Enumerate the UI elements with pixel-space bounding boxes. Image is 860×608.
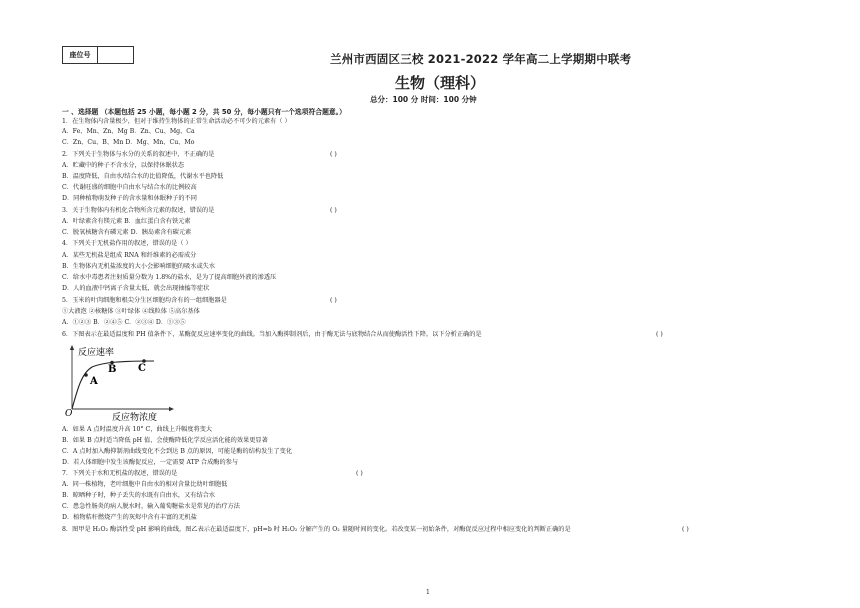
seat-number-field[interactable] [98, 47, 133, 63]
option-line: A．叶绿素含有镁元素 B．血红蛋白含有铁元素 [62, 218, 191, 225]
point-c-label: C [138, 363, 146, 374]
exam-title: 兰州市西固区三校 2021-2022 学年高二上学期期中联考 [330, 52, 632, 66]
option-line: B．生物体内无机盐浓度的大小会影响细胞的吸水或失水 [62, 263, 216, 270]
option-line: B．温度降低，自由水/结合水的比值降低，代谢水平也降低 [62, 173, 224, 180]
option-line: A．①②③ B．②④⑤ C．②③④ D．①③⑤ [62, 319, 186, 326]
question-line: 1．在生物体内含量极少，但对于维持生物体的正常生命活动必不可少的元素有（ ） [62, 118, 291, 125]
y-axis-arrow [70, 345, 74, 350]
option-line: C．脱氧核糖含有磷元素 D．胰岛素含有碳元素 [62, 229, 192, 236]
option-line: C．Zn、Cu、B、Mn D．Mg、Mn、Cu、Mo [62, 139, 195, 146]
score-time-info: 总分：100 分 时间：100 分钟 [370, 95, 477, 104]
question-line: 6．下图表示在最适温度和 PH 值条件下，某酶促反应速率变化的曲线。当加入酶抑制剂后，由于酶无法与底物结合从而使酶活性下降。以下分析正确的是 [62, 331, 482, 338]
point-b-label: B [108, 364, 117, 375]
question-line: 7．下列关于水和无机盐的叙述，错误的是 [62, 470, 178, 477]
option-line: C．给水中毒患者注射质量分数为 1.8%的盐水，是为了提高细胞外液的渗透压 [62, 274, 277, 281]
option-line: D．若人体细胞中发生该酶促反应，一定需要 ATP 合成酶的参与 [62, 459, 239, 466]
answer-paren: ( ) [330, 297, 337, 304]
option-line: A．贮藏中的种子不含水分，以保持休眠状态 [62, 162, 185, 169]
option-line: C．A 点时加入酶抑制剂曲线变化不会到达 B 点的原因，可能是酶的结构发生了变化 [62, 448, 293, 455]
x-axis-label: 反应物浓度 [112, 413, 158, 423]
reaction-rate-graph [62, 343, 182, 423]
answer-paren: ( ) [356, 470, 363, 477]
question-line: 4．下列关于无机盐作用的叙述，错误的是（ ） [62, 240, 192, 247]
option-line: B．如果 B 点时适当降低 pH 值，会使酶降低化学反应活化能的效果更显著 [62, 437, 268, 444]
option-line: ①大液泡 ②核糖体 ③叶绿体 ④线粒体 ⑤高尔基体 [62, 308, 200, 315]
y-axis-label: 反应速率 [78, 348, 115, 358]
answer-paren: ( ) [330, 151, 337, 158]
x-axis-arrow [169, 407, 174, 411]
question-line: 5．玉米的叶肉细胞和根尖分生区细胞均含有的一组细胞器是 [62, 297, 227, 304]
answer-paren: ( ) [682, 526, 689, 533]
option-line: A．某些无机盐是组成 RNA 和纤维素的必需成分 [62, 252, 197, 259]
exam-subject: 生物（理科） [395, 74, 486, 92]
answer-paren: ( ) [656, 331, 663, 338]
answer-paren: ( ) [330, 207, 337, 214]
option-line: C．代谢旺盛的细胞中自由水与结合水的比例较高 [62, 184, 197, 191]
question-line: 8．图甲是 H₂O₂ 酶活性受 pH 影响的曲线，图乙表示在最适温度下，pH=b 时 H₂O₂ 分解产生的 O₂ 量随时间的变化。若改变某一初始条件，对酶促反应过程中相应变化的判断正确的是 [62, 526, 571, 533]
option-line: A．如果 A 点时温度升高 10° C，曲线上升幅度将变大 [62, 426, 213, 433]
option-line: A．同一株植物，老叶细胞中自由水的相对含量比幼叶细胞低 [62, 481, 228, 488]
question-line: 3．关于生物体内有机化合物所含元素的叙述，错误的是 [62, 207, 215, 214]
option-line: A．Fe、Mn、Zn、Mg B．Zn、Cu、Mg、Ca [62, 128, 195, 135]
page-number: 1 [426, 589, 430, 596]
origin-label: O [65, 409, 73, 419]
option-line: B．晾晒种子时，种子丢失的水既有自由水，又有结合水 [62, 492, 216, 499]
option-line: D．植物秸秆燃烧产生的灰烬中含有丰富的无机盐 [62, 514, 197, 521]
point-a-label: A [90, 376, 98, 387]
section-heading: 一 、选择题 （本题包括 25 小题，每小题 2 分，共 50 分，每小题只有一个选项符合题意。） [62, 108, 346, 116]
question-line: 2．下列关于生物体与水分的关系的叙述中，不正确的是 [62, 151, 215, 158]
seat-number-box [62, 46, 134, 64]
option-line: D．人的血液中钙离子含量太低，就会出现抽搐等症状 [62, 285, 210, 292]
option-line: D．同种植物萌发种子的含水量和休眠种子的不同 [62, 195, 197, 202]
seat-number-label: 座位号 [63, 47, 98, 63]
point-a-marker [84, 373, 88, 377]
option-line: C．患急性肠炎的病人脱水时，输入葡萄糖盐水是常见的治疗方法 [62, 503, 240, 510]
